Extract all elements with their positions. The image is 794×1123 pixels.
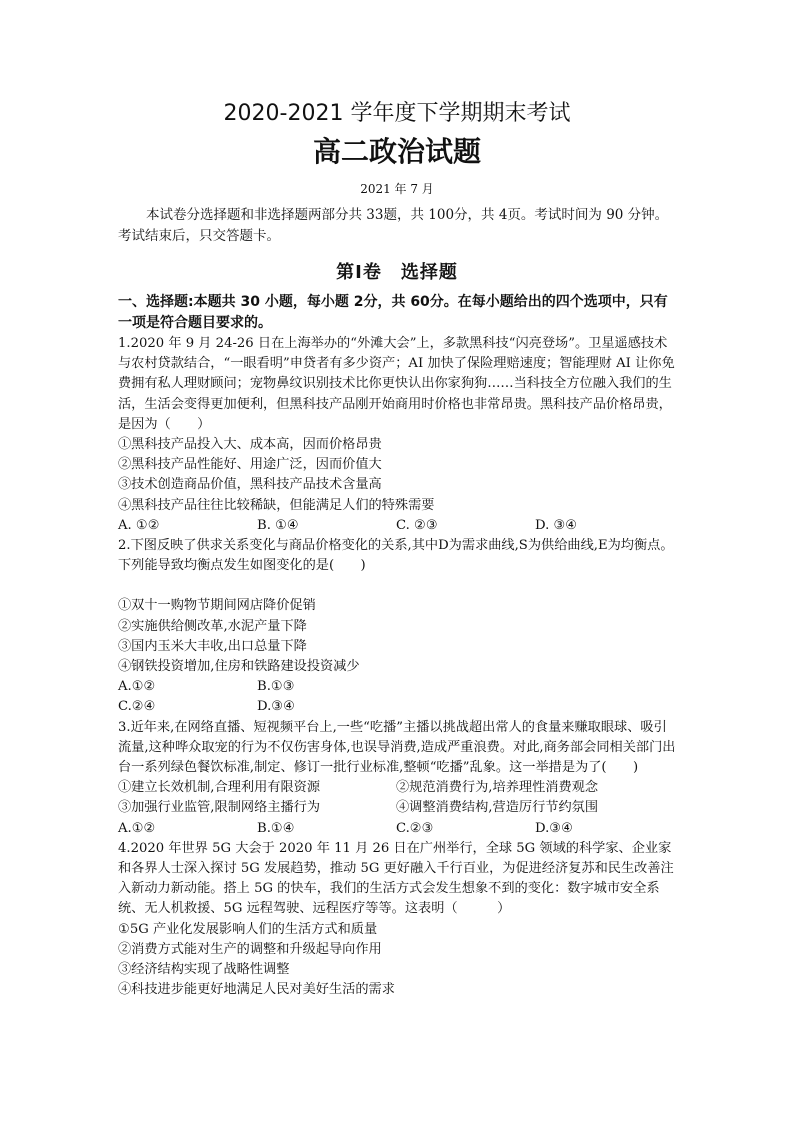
option-a: A.①② bbox=[118, 679, 156, 695]
exam-title: 2020-2021 学年度下学期期末考试 bbox=[223, 101, 571, 126]
question-item: ④调整消费结构,营造厉行节约氛围 bbox=[396, 800, 599, 816]
option-d: D. ③④ bbox=[535, 517, 578, 533]
question-item: ①双十一购物节期间网店降价促销 bbox=[118, 598, 316, 614]
option-d: D.③④ bbox=[535, 820, 573, 836]
option-d: D.③④ bbox=[257, 699, 295, 715]
question-item: ①黑科技产品投入大、成本高，因而价格昂贵 bbox=[118, 437, 382, 453]
question-item: ③技术创造商品价值，黑科技产品技术含量高 bbox=[118, 477, 382, 493]
question-item: ④钢铁投资增加,住房和铁路建设投资减少 bbox=[118, 659, 360, 675]
figure-placeholder bbox=[118, 576, 678, 596]
section-instruction: 一、选择题:本题共 30 小题，每小题 2分，共 60分。在每小题给出的四个选项中，只有一项是符合题目要求的。 bbox=[118, 294, 668, 331]
option-c: C.②④ bbox=[118, 699, 156, 715]
question-stem: 2.下图反映了供求关系变化与商品价格变化的关系,其中D为需求曲线,S为供给曲线,E为均衡点。下列能导致均衡点发生如图变化的是( ) bbox=[118, 538, 674, 574]
question-item: ②黑科技产品性能好、用途广泛，因而价值大 bbox=[118, 457, 382, 473]
option-b: B.①④ bbox=[257, 820, 295, 836]
question-4 bbox=[118, 839, 678, 1001]
option-a: A. ①② bbox=[118, 517, 160, 533]
question-1 bbox=[118, 334, 678, 536]
exam-subject-title: 高二政治试题 bbox=[312, 135, 481, 168]
question-item: ①5G 产业化发展影响人们的生活方式和质量 bbox=[118, 921, 378, 937]
option-b: B. ①④ bbox=[257, 517, 299, 533]
question-item: ③国内玉米大丰收,出口总量下降 bbox=[118, 638, 307, 654]
question-item: ③加强行业监管,限制网络主播行为 bbox=[118, 800, 321, 816]
exam-intro: 本试卷分选择题和非选择题两部分共 33题，共 100分，共 4页。考试时间为 90 分钟。考试结束后，只交答题卡。 bbox=[118, 207, 669, 244]
question-items bbox=[118, 778, 678, 818]
option-b: B.①③ bbox=[257, 679, 295, 695]
question-list bbox=[118, 292, 678, 1001]
answer-options bbox=[118, 677, 678, 717]
question-2 bbox=[118, 536, 678, 718]
option-c: C.②③ bbox=[396, 820, 434, 836]
question-stem: 4.2020 年世界 5G 大会于 2020 年 11 月 26 日在广州举行，全球 5G 领域的科学家、企业家和各界人士深入探讨 5G 发展趋势，推动 5G 更好融入千行百业，为促进经济复苏和民生改善注入新动力新动能。搭上 5G 的快车，我们的生活方式会发生想象不到的变化：数字城市安全系统、无人机救援、5G 远程驾驶、远程医疗等等。这表明（ ） bbox=[118, 840, 674, 917]
question-item: ②规范消费行为,培养理性消费观念 bbox=[396, 780, 599, 796]
exam-date: 2021 年 7 月 bbox=[360, 182, 434, 196]
section-title: 第Ⅰ卷 选择题 bbox=[336, 262, 458, 283]
question-item: ②消费方式能对生产的调整和升级起导向作用 bbox=[118, 941, 382, 957]
question-3 bbox=[118, 718, 678, 839]
question-item: ①建立长效机制,合理利用有限资源 bbox=[118, 780, 321, 796]
option-a: A.①② bbox=[118, 820, 156, 836]
answer-options bbox=[118, 819, 678, 839]
answer-options bbox=[118, 516, 678, 536]
question-stem: 3.近年来,在网络直播、短视频平台上,一些“吃播”主播以挑战超出常人的食量来赚取眼球、吸引流量,这种哗众取宠的行为不仅伤害身体,也误导消费,造成严重浪费。对此,商务部会同相关部门出台一系列绿色餐饮标准,制定、修订一批行业标准,整顿“吃播”乱象。这一举措是为了( ) bbox=[118, 719, 676, 776]
question-item: ④黑科技产品往往比较稀缺，但能满足人们的特殊需要 bbox=[118, 497, 435, 513]
question-item: ③经济结构实现了战略性调整 bbox=[118, 962, 290, 978]
question-item: ②实施供给侧改革,水泥产量下降 bbox=[118, 618, 307, 634]
question-item: ④科技进步能更好地满足人民对美好生活的需求 bbox=[118, 982, 395, 998]
question-stem: 1.2020 年 9 月 24-26 日在上海举办的“外滩大会”上，多款黑科技“闪亮登场”。卫星遥感技术与农村贷款结合，“一眼看明”申贷者有多少资产；AI 加快了保险理赔速度；智能理财 AI 让你免费拥有私人理财顾问；宠物鼻纹识别技术比你更快认出你家狗狗……当科技全方位融入我们的生活，生活会变得更加便利，但黑科技产品刚开始商用时价格也非常昂贵。黑科技产品价格昂贵，是因为（ ） bbox=[118, 336, 675, 432]
option-c: C. ②③ bbox=[396, 517, 438, 533]
